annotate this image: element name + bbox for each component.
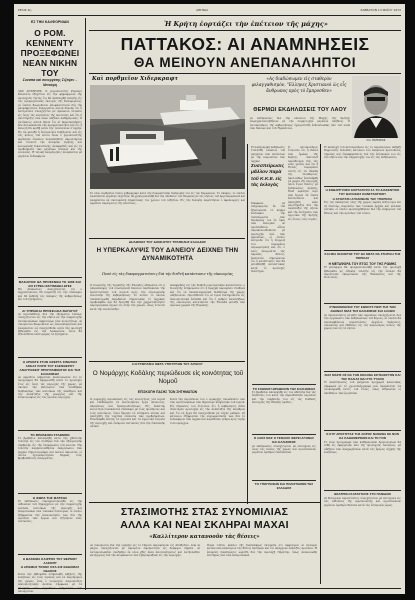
right-item-5: Ο ΕΥΡ ΑΡΕΣΤΣΤΑΣ ΤΗΣ ΑΟΡΟΣ ΝΑΝΘΝΑ ΚΕ ΝΟΝ ΚΑ ΚΑΘΗΜΕΡΙΝΟΝ ΚΑΙ ΤΟ ΓΟΝ Τὸ νέον πρόγραμμα τῶν καθημερινῶν δρομολογίων θὰ τεθῇ εἰς ἐφαρμογὴν ἀπὸ τῆς προσεχοῦς Δευτέρας, μὲ αὔξησιν τῶν ἀναχωρήσεων κατὰ τὰς ἡμέρας αἰχμῆς τῆς κινήσεως. (324, 430, 401, 487)
left-headline: Ο ΡΟΜ. ΚΕΝΝΕΝΤΥ ΠΡΟΞΕΦΩΝΕΙ ΝΕΑΝ ΝΙΚΗΝ ΤΟΥ (20, 28, 80, 78)
economy-headline: Η ΥΠΕΡΚΑΛΥΨΙΣ ΤΟΥ ΔΑΝΕΙΟΥ ΔΕΙΧΝΕΙ ΤΗΝ ΔΥΝΑΜΙΚΟΤΗΤΑ (96, 247, 239, 262)
column-rule-left (85, 18, 86, 590)
left-deck: Συναπά καὶ συνεργάτης Σιζεψεν – Νενκόμη (22, 78, 78, 87)
minister-headline: Ο Νομάρχης Κοδάλης περιώδευσε εἰς κοινότητας τοῦ Νομοῦ (92, 370, 244, 386)
portrait-caption: Ο κ. ΠΑΤΤΑΚΟΣ (366, 139, 386, 142)
page-number: ΣΕΛΙΣ 4η (18, 8, 32, 12)
newspaper-page (14, 4, 405, 594)
left-item-4: ΤΟ ΒΡΑΒΕΙΟΝ ΣΤΑΘΜΟΝ Τὸ βραβεῖον ἀπενεμήθη κατὰ τὴν χθεσινὴν τελετὴν εἰς τὸν σταθμὸν διὰ τὴν ἐξαιρετικὴν συμβολὴν εἰς τὴν ἐνημέρωσιν τοῦ κοινοῦ. Τὴν τελετὴν παρηκολούθησαν ἐκπρόσωποι τῶν ἀρχῶν, δημοσιογράφοι καὶ πολλοὶ ἀκροαταί, οἱ ὁποῖοι ἐχειροκρότησαν θερμῶς τοὺς βραβευθέντας συνεργάτας. (18, 430, 82, 491)
inner-column-text-3: Ὁ ἀντιπρόεδρος ἐτόνισεν ὅτι ἡ θυσία τῶν ἡρώων τῆς Κρήτης ἀποτελεῖ παράδειγμα διὰ τὰς νέας γενεὰς καὶ ὅτι ἡ Ἑλλὰς παραμένει πιστὴ εἰς τὰ ἰδεώδη τῆς ἐλευθερίας. Ἀκολούθως ἐπεσκέφθη τὰ χωρία τῆς περιοχῆς ὅπου ἔγινε δεκτὸς μὲ ἐκδηλώσεις ἀγάπης. Ἐκεῖ ὡμίλησε περὶ τῶν ἔργων τὰ ὁποῖα ἐκτελοῦνται καὶ ὑπεσχέθη νέαν ὑποστήριξιν διὰ τὴν ἀνάπτυξιν τῆς νήσου καὶ τὴν ἐνίσχυσιν τῶν ἀγροτῶν τῆς Κρήτης εἰς ὅλους τοὺς τομεῖς. (288, 146, 318, 221)
economy-deck: Ποσὸ εἰς τὰς διαπραγματεύσεις διὰ τὴν διεθνῆ κατάστασιν τῆς οἰκονομίας (101, 272, 234, 276)
main-headline-second-line: ΘΑ ΜΕΙΝΟΥΝ ΑΝΕΠΑΝΑΛΗΠΤΟΙ (133, 55, 357, 70)
header-rule (18, 15, 401, 16)
right-column (324, 146, 401, 586)
portrait-image (352, 76, 400, 138)
minister-body-1: Ὁ νομάρχης περιώδευσε εἰς τὰς κοινότητας τοῦ νομοῦ καὶ ἐπεθεώρησε τὰ ἐκτελούμενα ἔργα ὁδοποιίας, ὑδρεύσεως καὶ ἠλεκτροδοτήσεως. Εἰς ἑκάστην κοινότητα συνεκάλεσε σύσκεψιν μὲ τοὺς προέδρους καὶ τοὺς κατοίκους, ὅπου ἤκουσε τὰ αἰτήματα αὐτῶν καὶ ὑπεσχέθη τὴν ταχεῖαν ἐπίλυσιν τῶν προβλημάτων. Ἐπεσκέφθη ἐπίσης τὰ σχολεῖα καὶ τὰ ἀγροτικὰ ἰατρεῖα τῆς περιοχῆς καὶ ἐνέκρινε πιστώσεις διὰ τὴν ἐπισκευὴν αὐτῶν. (90, 398, 165, 429)
issue-date: ΣΑΒΒΑΤΟΝ 13 ΜΑΪΟΥ 1972 (360, 8, 401, 12)
photo-caption: Καὶ πορθμεῖον Χιδερκραφτ (92, 76, 179, 82)
left-item-1: ΜΑΚΑΡΙΟΣ ΘΑ ΠΡΟΣΕΝΘΗ ΤΟ 1986 ΚΑΙ ΑΝ ΣΥΡΕΗ ΕΚΤΙΜΗΘΗ ΔΤΕΣ Ἐκ Λευκωσίας ἀναγγέλλεται ὅτι ὁ Ἀρχιεπίσκοπος θὰ παραστῇ εἰς τὴν σύσκεψιν καὶ θὰ ἐκθέσῃ τὰς ἀπόψεις τῆς κυβερνήσεως ἐπὶ τοῦ ζητήματος. (18, 277, 82, 304)
banner-rule (89, 30, 401, 31)
quote-subhead: ΘΕΡΜΩΙ ΕΚΔΗΛΩΣΕΙΣ ΤΟΥ ΛΑΟΥ (253, 107, 347, 113)
bottom-headline: ΣΤΑΣΙΜΟΤΗΣ ΣΤΑΣ ΣΥΝΟΜΙΛΙΑΣ (120, 506, 289, 518)
left-item-5: Η ΦΩΡΑ ΤΗΣ ΜΑΤΣΩΛ Ἡ ἐκδήλωσις ἐπραγματοποιήθη εἰς τὴν αἴθουσαν τοῦ δημαρχείου μὲ τὴν συμμετοχὴν πολλῶν κατοίκων τῆς περιοχῆς καὶ ἐκπροσώπων τῶν τοπικῶν συλλόγων, οἱ ὁποῖοι ἐξέφρασαν τὴν ἱκανοποίησίν των διὰ τὴν πρόοδον τῶν ἔργων καὶ ἐζήτησαν νέας πιστώσεις. (18, 493, 82, 552)
economy-rule (89, 238, 245, 239)
hovercraft-photo-image (90, 85, 245, 189)
headline-rule (89, 73, 401, 74)
minister-kicker: Η ΕΥΡΩΠΑΪΚΑ ΜΕΤΑ ΥΠΟΥΡΓΩΝ ΤΟΥ ΑΙΓΑΙΟΥ (132, 362, 203, 366)
right-item-1: Η ΕΝΘΑΡΡΥΝΣΙΣ ΕΟΡΤΑΖΟΥΝ ΣΑ ΤΟ ΔΙΑΚΕΝΤΙΚΟ ΤΟΥ ΒΑΣΙΛΕΩΣ ΚΩΝΣΤΑΝΤΙΝΟΥ Η ΑΓΙΩΤΑΤΗ ΑΠΑΚΙΝΗΣΕ ΤΗΣ ΥΠΗΡΕΣΙΑ Εἰς τὰς ἐκκλησίας ὅλης τῆς χώρας ἐψάλη δοξολογία ἐπὶ τῇ ἐπετείῳ, παρουσίᾳ τῶν τοπικῶν ἀρχῶν καὶ πολλῶν πιστῶν, οἱ ὁποῖοι προσηυχήθησαν διὰ τὴν εὐημερίαν τοῦ ἔθνους καὶ τὴν πρόοδον τοῦ τόπου. (324, 186, 401, 247)
economy-body-1: Ὁ διοικητὴς τῆς Τραπέζης τῆς Ἑλλάδος ἐδήλωσεν ὅτι ἡ ὑπερκάλυψις τοῦ ἐσωτερικοῦ δανείου ἀποδεικνύει τὴν ἐμπιστοσύνην τοῦ κοινοῦ πρὸς τὴν οἰκονομικὴν πολιτικὴν τῆς κυβερνήσεως. Τὸ ποσὸν τὸ ὁποῖον συνεκεντρώθη ὑπερβαίνει σημαντικῶς τὸ ἀρχικῶς προβλεφθὲν καὶ θὰ διατεθῇ διὰ τὴν χρηματοδότησιν παραγωγικῶν ἔργων εἰς ὅλην τὴν χώραν, ὅπως ἐτόνισε κατὰ τὴν συνέντευξιν. (90, 284, 165, 311)
economy-body-2: Ἀναφερθεὶς εἰς τὴν διεθνῆ νομισματικὴν κατάστασιν, ὁ διοικητὴς ἐσημείωσεν ὅτι ἡ δραχμὴ παραμένει σταθερὰ καὶ ὅτι τὰ συναλλαγματικὰ διαθέσιμα τῆς χώρας αὐξάνονται. Προσέθεσεν ὅτι αἱ τιμαὶ διατηροῦνται εἰς ἱκανοποιητικὰ ἐπίπεδα καὶ ὅτι ὁ ρυθμὸς ἀναπτύξεως τῆς οἰκονομίας κατατάσσει τὴν Ἑλλάδα μεταξὺ τῶν πρώτων χωρῶν τῆς Εὐρώπης. (170, 284, 245, 308)
left-item-3: Η ΑΡΜΑΤΕ ΣΤΗΝ ΑΦΕΡΓΑ ΚΙΝΗΣΕΙΣ ΑΚΕΑΣ ΣΟΡΙΣ ΤΟΥ ΕΛΕΝΘΕΡΟΥ ΑΝΑΓΡΑΦΕΙΤ ΠΡΟΓΡΑΜΜΑΤΟΣ ΚΑΙ ΤΗΣ ΕΛΛΗΝΙΚΗΣ Αἱ ἀρμόδιαι ὑπηρεσίαι ἀνεκοίνωσαν ὅτι τὸ πρόγραμμα θὰ ἐφαρμοσθῇ κατὰ τὸ προσεχὲς ἔτος εἰς ὅλας τὰς περιοχὰς τῆς χώρας, μὲ σκοπὸν τὴν βελτίωσιν τῶν συνθηκῶν διαβιώσεως τῶν κατοίκων τῆς ὑπαίθρου καὶ τὴν ἀνάπτυξιν τῆς γεωργίας καὶ τῆς κτηνοτροφίας εἰς τὰς ὀρεινὰς περιοχάς. (18, 357, 82, 428)
right-column-intro: Ἡ ὑποδοχὴ τοῦ ἀντιπροέδρου εἰς τὸ ἀεροδρόμιον ὑπῆρξε θερμοτάτη. Χιλιάδες κάτοικοι τὸν ἀνέμενον κρατοῦντες σημαίας καὶ ἐπευφημοῦντες διὰ τὴν ἐπίσκεψίν του εἰς τὴν νῆσον καὶ τὴν συμμετοχήν του εἰς τὰς ἐκδηλώσεις. (324, 146, 401, 160)
subhead-body: Αἱ ἐκδηλώσεις διὰ τὴν ἐπέτειον τῆς Μάχης τῆς Κρήτης ἐπραγματοποιήθησαν μὲ τὴν συμμετοχὴν μεγάλου πλήθους. Ὁ ἀντιπρόεδρος τῆς κυβερνήσεως ἐχαιρετίσθη ἐνθουσιωδῶς ὑπὸ τοῦ λαοῦ τῶν Χανίων καὶ τοῦ Ἡρακλείου. (250, 117, 350, 131)
page-header (18, 7, 401, 13)
main-headline: ΠΑΤΤΑΚΟΣ: ΑΙ ΑΝΑΜΝΗΣΕΙΣ (120, 34, 370, 54)
footer-rule (18, 588, 401, 589)
right-item-3: ΣΥΝΕΝΝΟΗΣΕΙΣ ΤΟΥ ΕΘΝΟΥΣ ΠΕΡΙ ΤΗΣ ΤΩΝ ΑΘΗΝΑΣ ΜΙΑΣ ΤΗΣ ΕΛΛΗΝΙΚΗΣ ΚΑΙ ΑΛΛΩΝ Αἱ συνεννοήσεις μεταξὺ τῶν ἀρμοδίων συνεχίζονται διὰ τὴν ὀργάνωσιν τῶν ἐκδηλώσεων τοῦ θέρους, αἱ ὁποῖαι θὰ περιλαμβάνουν παραστάσεις ἀρχαίου δράματος, συναυλίας καὶ ἐκθέσεις εἰς τὰς κυριωτέρας πόλεις τῆς χώρας καὶ εἰς τὰ νησιά. (324, 303, 401, 368)
bottom-rule (89, 502, 320, 503)
bottom-deck: «Καλλίτερον κατανοοῦν τὰς θέσεις» (149, 534, 260, 540)
right-item-6: ΘΕΑΤΡΙΚΗ ΚΑΤΑΣΤΑΣΙΣ ΣΤΟ ΠΑΝΙΔΩΝ Αἱ θεατρικαὶ παραστάσεις συνεχίζονται μὲ ἐπιτυχίαν εἰς τὰς αἰθούσας τῆς πρωτευούσης καὶ προσελκύουν μεγάλον ἀριθμὸν θεατῶν κατὰ τὰς ἑσπερινὰς ὥρας. (324, 490, 401, 537)
right-item-2: ΚΑΙ ΜΙΑ ΙΚΑΝΟΤΗΣ ΤΟΥ ΘΑ ΜΕΤΑ ΝΑ ΣΤΗΡΙΞΗ ΤΗΣ ΠΟΡΕΙΑΣ Η ΜΕΤΑΦΟΡΑ ΤΟΥ ΕΤΟΣ ΤΟΥ ΤΗΣ ΡΩΜΗΣ Ἡ μεταφορὰ θὰ πραγματοποιηθῇ κατὰ τὴν προσεχῆ ἑβδομάδα μὲ εἰδικὴν τελετὴν εἰς τὴν ὁποίαν θὰ παραστοῦν ἐκπρόσωποι τῆς Ἐκκλησίας καὶ τῆς Πολιτείας. (324, 250, 401, 300)
economy-kicker: ΔΗΛΩΣΕΙΣ ΤΟΥ ΔΙΟΙΚΗΤΟΥ ΤΡΑΠΕΖΗΣ ΕΛΛΑΔΟΣ (128, 240, 207, 244)
column-rule-middle (247, 144, 248, 504)
paper-name: ΑΘΗΝΑΙ (196, 8, 208, 12)
inner-headline: Συσσπείρωσις μᾶλλον παρὰ τοῦ Κ.Κ.Ε. εἰς τὰς ἐκλογὰς (251, 164, 285, 189)
minister-deck: ΕΠΙΣΚΟΠΗ ΠΑΣΗΣ ΤΩΝ ΣΗΤΗΜΑΤΩΝ (137, 390, 198, 394)
right-item-4: ΣΙΑΣ ΜΑΡΙΣ ΟΣ ΝΑ ΤΗΝ ΚΟΛΩΝΑ ΕΚΤΕΛΕΣΤΟΝ ΚΑΙ ΤΗΣ ΠΑΛΙΑΣ ΝΑΙ ΣΤΟ ΤΥΧΟΝ Ἡ ἀναστήλωσις τοῦ μνημείου προχωρεῖ κανονικῶς σύμφωνα μὲ τὸ χρονοδιάγραμμα καὶ ἀναμένεται νὰ ὁλοκληρωθῇ ἐντὸς τοῦ ἔτους, ὅπως ἐδήλωσαν οἱ ὑπεύθυνοι τῶν ἐργασιῶν. (324, 371, 401, 428)
left-body: ΛΟΣ ΑΝΤΖΕΛΕΣ. Ο γερουσιαστὴς Ρόμπερτ Κέννεντυ ἐξηγεῖται εἰς τὴν ψηφοφορίαν τῆς προσεχοῦς Τρίτης ὅτι θὰ ἀναδειχθῇ νικητὴς εἰς τὰς προκριματικὰς ἐκλογὰς τῆς Καλιφορνίας, αἱ ὁποῖαι θεωροῦνται ἀποφασιστικαὶ διὰ τὴν ὑποψηφιότητα. Συνεργάται αὐτοῦ δηλοῦν ὅτι ἡ ἐκστρατεία συνεχίζεται μὲ ἀμείωτον ἔντασιν εἰς ὅλας τὰς κομητείας τῆς πολιτείας καὶ ὅτι ἡ ὑποστήριξις τῶν νέων αὐξάνει καθημερινῶς. Ὁ ἀντίπαλος αὐτοῦ δηλοῖ ὅτι αἱ δημοσκοπήσεις δὲν ἀντανακλοῦν τὴν πραγματικότητα καὶ ὅτι ἡ ἐκλογὴ θὰ κριθῇ κατὰ τὴν τελευταίαν στιγμήν. Ἐν τῷ μεταξὺ ἡ ἐκστρατεία διεξάγεται καὶ εἰς τὰς πόλεις τοῦ νότου ὅπου ὁ γερουσιαστὴς ὡμίλησεν ἐνώπιον πολυπληθοῦς ἀκροατηρίου καὶ ἐτόνισε τὴν ἀνάγκην εἰρήνης καὶ κοινωνικῆς δικαιοσύνης, ἀναφερθεὶς καὶ εἰς τὰ προβλήματα τῶν μεγάλων πόλεων καὶ τῆς νεολαίας. Ἡ τελικὴ ἀναμέτρησις ἀναμένεται μὲ μεγάλον ἐνδιαφέρον. (18, 90, 82, 158)
photo-story-text: Τὸ νέον πορθμεῖον τύπου χόβερκραφτ κατὰ τὴν δοκιμαστικὴν διαδρομήν του εἰς τὸν Σαρωνικὸν. Τὸ σκάφος, τὸ ὁποῖον ἀναπτύσσει μεγάλην ταχύτητα, θὰ χρησιμοποιηθῇ διὰ τὴν σύνδεσιν τοῦ Πειραιῶς μὲ τὰς νήσους τοῦ Ἀργοσαρωνικοῦ καὶ ἀναμένεται νὰ συντομεύσῃ σημαντικῶς τὸν χρόνον τοῦ ταξιδίου. Εἰς τὴν δοκιμὴν παρέστησαν ὁ ὑφυπουργὸς καὶ ἀρμόδιοι παράγοντες τῆς ναυτιλίας. (90, 192, 245, 206)
left-item-2: ΑΙ ΥΠΡΙΑΚΑΙ ΠΡΟΣΕΞΑΙΑ ΒΑΓΑΓΟΥ Αἱ προσπάθειαι διὰ τὴν ἐξεύρεσιν λύσεως συνεχίζονται εἰς τὴν νῆσον μὲ τὴν συμμετοχὴν ἀντιπροσώπων ἀμφοτέρων τῶν κοινοτήτων. Αἱ συνομιλίαι θεωροῦνται ὡς ἐποικοδομητικαὶ καὶ ἀναμένεται νὰ συνεχισθοῦν κατὰ τὴν προσεχῆ ἑβδομάδα εἰς τὴν Λευκωσίαν, ὅπου θὰ ἐξετασθοῦν λεπτομερῶς τὰ ζητήματα. (18, 306, 82, 355)
left-column (18, 20, 82, 594)
side-box-1: ΤΟ ΣΧΗΜΑΤΙ ΒΡΑΒΕΙΟΝ ΤΗΣ ΕΛΛΗΝΙΚΗΣ Τὸ βραβεῖον ἀπενεμήθη εἰς τὸν ἀθλητὴν διὰ τὰς ἐπιδόσεις του κατὰ τὴν παρελθοῦσαν περίοδον καὶ τὴν συμβολήν του εἰς τὰς διεθνεῖς ἐπιτυχίας τῆς ἐθνικῆς ὁμάδος. (252, 384, 316, 431)
headline-quote: «Ας διαδώσωμεν εἰς σταθερὸν φιλαγγαθισμὸν, "Ελληνες Χριστιανοὶ ὡς εἷς ἄνθρωπος πρὸς τὸ ἔμπροσθεν» (251, 76, 347, 93)
column-rule-right (320, 144, 321, 584)
side-box-2: Ο ΛΑΟΣ ΜΑΣ Ο ΓΕΝΑΙΟΣ ΦΕΡΕΙ ΑΓΩΝΑΣ ΚΑΙ ΕΛΛΗΝΙΚΟΣ Αἱ ἐκδηλώσεις συνεχίζονται μὲ ἐπιτυχίαν εἰς ὅλας τὰς πόλεις τῆς χώρας καὶ προσελκύουν μεγάλον ἀριθμὸν ἐπισκεπτῶν. (252, 434, 316, 473)
side-box-3: ΤΟ ΥΠΟΓΡΑΦΗΝ ΚΑΙ ΠΟΛΙΣΤΗΜΟΝ ΤΗΣ ΕΛΛΑΔΟΣ (252, 480, 316, 491)
inner-column-text-1: Ἡ πανηγυρικὴ ἐκδήλωσις ἐτελέσθη ἐνώπιον τοῦ μνημείου τῶν πεσόντων μὲ τὴν παρουσίαν τῶν ἀρχῶν. (251, 146, 285, 163)
inner-column-text-2: Σύμφωνα μὲ πληροφορίας ἐκ τοῦ ἐξωτερικοῦ, τὸ κόμμα ἐπιδιώκει τὴν συσπείρωσιν τῶν δυνάμεών του ἐν ὄψει τῶν ἐκλογῶν. Αἱ προσπάθειαι αὗται παρακολουθοῦνται μὲ προσοχὴν ὑπὸ τῶν ἀρμοδίων, οἱ ὁποῖοι ἐκτιμοῦν ὅτι ἡ ἐπιρροὴ του παραμένει περιωρισμένη καὶ ὅτι ὁ λαὸς ἀπορρίπτει τὰς ἀκραίας θέσεις. Ἀναλυταὶ σημειώνουν ὅτι ἡ κατάστασις δὲν θὰ μεταβληθῇ οὐσιαστικῶς κατὰ τὸ προσεχὲς διάστημα. (251, 202, 285, 274)
bottom-body-1: Αἱ συνομιλίαι διὰ τὴν εἰρήνην εἰς τὸ Παρίσι παραμένουν εἰς ἀδιέξοδον, ἐνῷ αἱ μάχαι συνεχίζονται μὲ ἀμείωτον σφοδρότητα εἰς διάφορα σημεῖα. Αἱ ἀντιπροσωπεῖαι συνῆλθον ἐκ νέου χθὲς ἄνευ ἀποτελέσματος καὶ ἀντήλλαξαν κατηγορίας διὰ τὴν κλιμάκωσιν τῶν ἐχθροπραξιῶν εἰς τὴν περιοχήν. (90, 544, 200, 558)
bottom-headline-second-line: ΑΛΛΑ ΚΑΙ ΝΕΑΙ ΣΚΛΗΡΑΙ ΜΑΧΑΙ (120, 519, 289, 531)
top-banner: Ἡ Κρήτη ἑορτάζει τὴν ἐπέτειον τῆς μάχης» (164, 20, 328, 28)
bottom-body-2: Παρὰ ταῦτα, κύκλοι τῆς διασκέψεως ἐκτιμοῦν ὅτι ἀμφότεραι αἱ πλευραὶ κατανοοῦν καλύτερον τὰς θέσεις ἀλλήλων καὶ ὅτι ὑπάρχουν ἐνδείξεις προόδου. Ἡ ἑπομένη συνεδρίασις ὡρίσθη διὰ τὴν προσεχῆ Πέμπτην, ὅπως ἀνεκοινώθη ἐπισήμως ὑπὸ τῶν ἐκπροσώπων. (207, 544, 317, 558)
left-section-label: ΕΣ ΤΗΝ ΚΑΛΦΟΡΝΙΑΝ (31, 20, 69, 24)
portrait-photo (352, 76, 400, 138)
minister-body-2: Κατὰ τὴν περιοδείαν του ὁ νομάρχης συνωδεύετο ὑπὸ τῶν προϊσταμένων τῶν δημοσίων ὑπηρεσιῶν τοῦ νομοῦ. Εἰς δηλώσεις του ἐτόνισεν ὅτι ἡ κυβέρνησις δίδει ἰδιαιτέραν προσοχὴν εἰς τὴν ἀνάπτυξιν τῆς ὑπαίθρου καὶ ὅτι τὰ ἔργα θὰ συνεχισθοῦν μὲ ταχὺν ρυθμόν. Οἱ κάτοικοι ἐξέφρασαν τὴν εὐγνωμοσύνην των διὰ τὸ ἐνδιαφέρον τῶν ἀρχῶν καὶ παρέθεσαν γεῦμα πρὸς τιμὴν τοῦ νομάρχου. (170, 398, 245, 425)
hovercraft-photo (90, 85, 245, 189)
left-item-6: Η ΒΑΣΕΙΜΑ ΚΑΙΡΡΟΣ ΤΟΥ ΘΕΡΜΟΥ ΑΑΚΟΡΡ Η ΑΡΘΜΗΣ ΤΟΝΟΣ ΟΣΑ ΕΙΣ ΕΒΔΟΜΑΣ ΟΔΑΚΟΣ Κατὰ τὴν ἑβδομάδα ἐσημειώθη αὔξησις τῆς κινήσεως εἰς τοὺς λιμένας καὶ τὰ ἀεροδρόμια τῆς χώρας, ἐνῶ ὁ τουρισμὸς παρουσιάζει ἱκανοποιητικὴν ἄνοδον σύμφωνα μὲ τὰ ὑπουργείου. (18, 554, 82, 594)
